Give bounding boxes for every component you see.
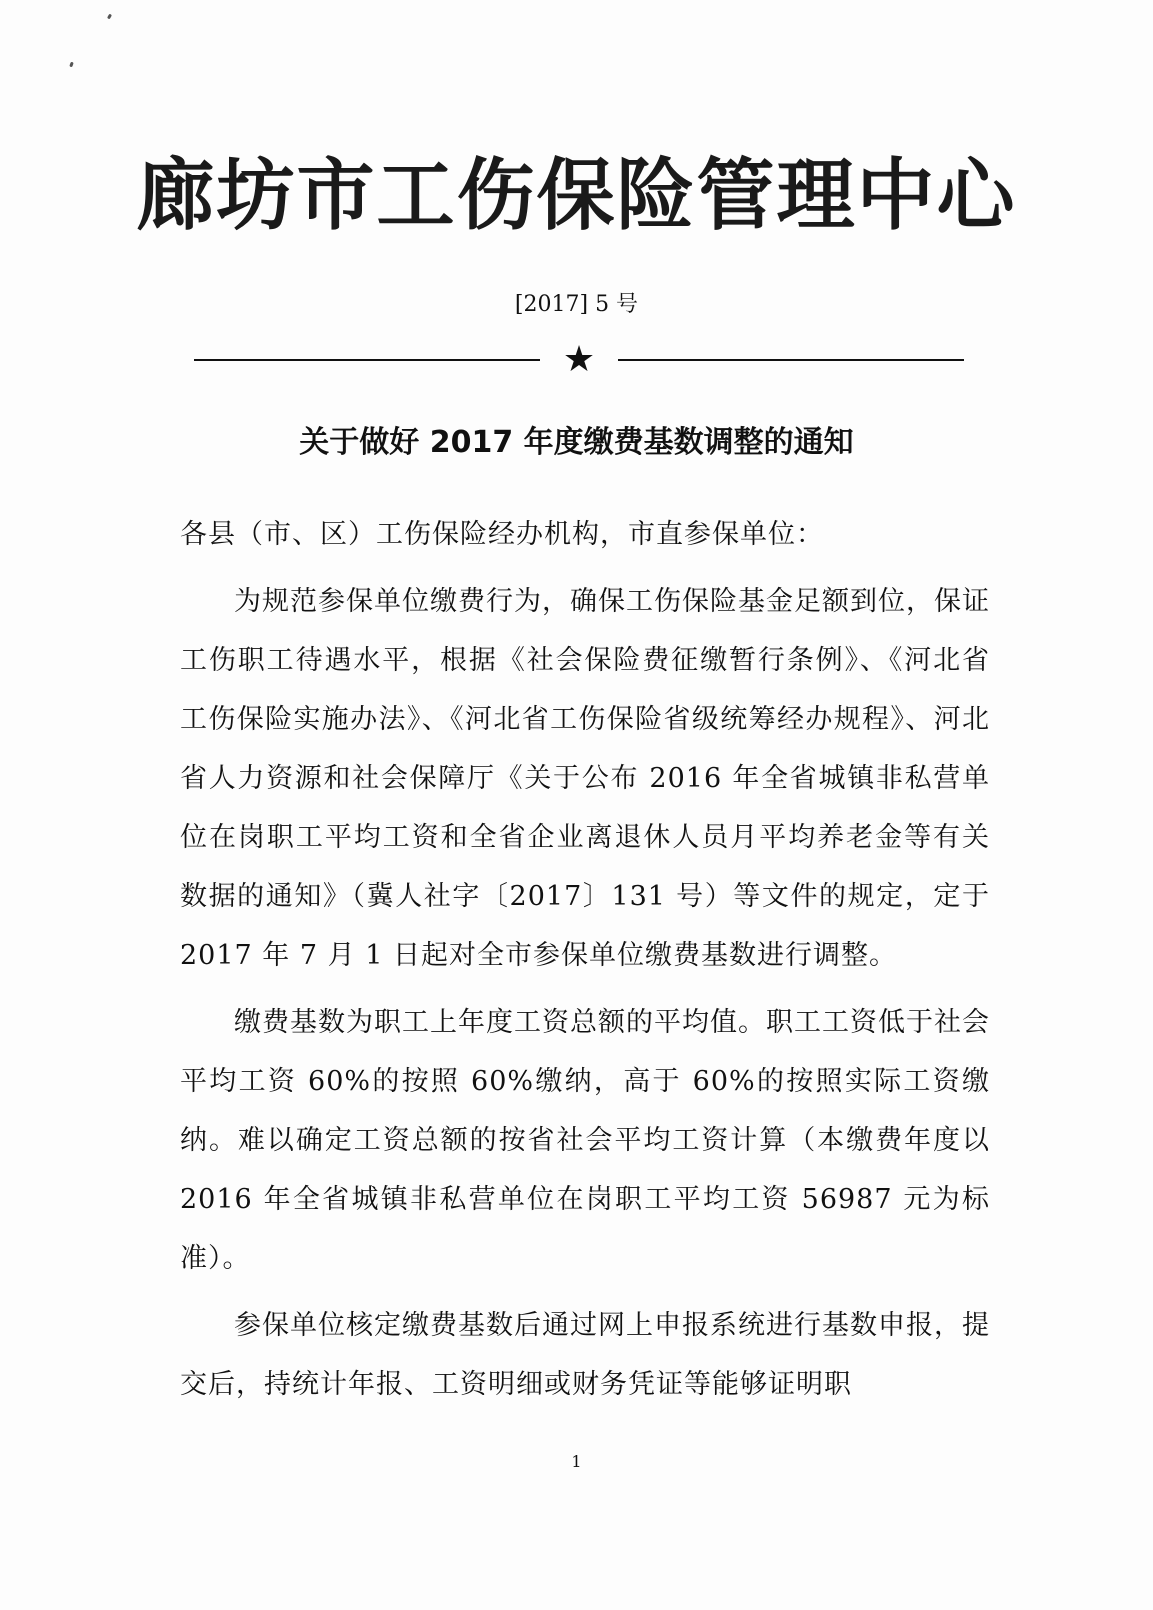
body-paragraph: 为规范参保单位缴费行为，确保工伤保险基金足额到位，保证工伤职工待遇水平，根据《社会保险费征缴暂行条例》、《河北省工伤保险实施办法》、《河北省工伤保险省级统筹经办规程》、河北省人力资源和社会保障厅《关于公布 2016 年全省城镇非私营单位在岗职工平均工资和全省企业离退休人员月平均养老金等有关数据的通知》（冀人社字〔2017〕131 号）等文件的规定，定于 2017 年 7 月 1 日起对全市参保单位缴费基数进行调整。 xyxy=(180,586,990,971)
page-number: 1 xyxy=(571,1452,582,1471)
document-body xyxy=(180,505,990,1422)
separator-line-left xyxy=(194,359,540,361)
body-paragraph: 参保单位核定缴费基数后通过网上申报系统进行基数申报，提交后，持统计年报、工资明细或财务凭证等能够证明职 xyxy=(180,1310,990,1400)
notice-title: 关于做好 2017 年度缴费基数调整的通知 xyxy=(299,425,854,460)
scan-speck xyxy=(69,62,74,68)
separator-line-right xyxy=(618,359,964,361)
star-icon: ★ xyxy=(562,339,596,380)
organization-title: 廊坊市工伤保险管理中心 xyxy=(136,151,1017,241)
salutation: 各县（市、区）工伤保险经办机构，市直参保单位： xyxy=(180,519,824,550)
body-paragraph: 缴费基数为职工上年度工资总额的平均值。职工工资低于社会平均工资 60%的按照 60%缴纳，高于 60%的按照实际工资缴纳。难以确定工资总额的按省社会平均工资计算（本缴费年度以 2016 年全省城镇非私营单位在岗职工平均工资 56987 元为标准）。 xyxy=(180,1007,990,1274)
header-separator xyxy=(194,340,964,380)
document-number: [2017] 5 号 xyxy=(514,292,639,317)
scan-speck xyxy=(107,14,112,20)
